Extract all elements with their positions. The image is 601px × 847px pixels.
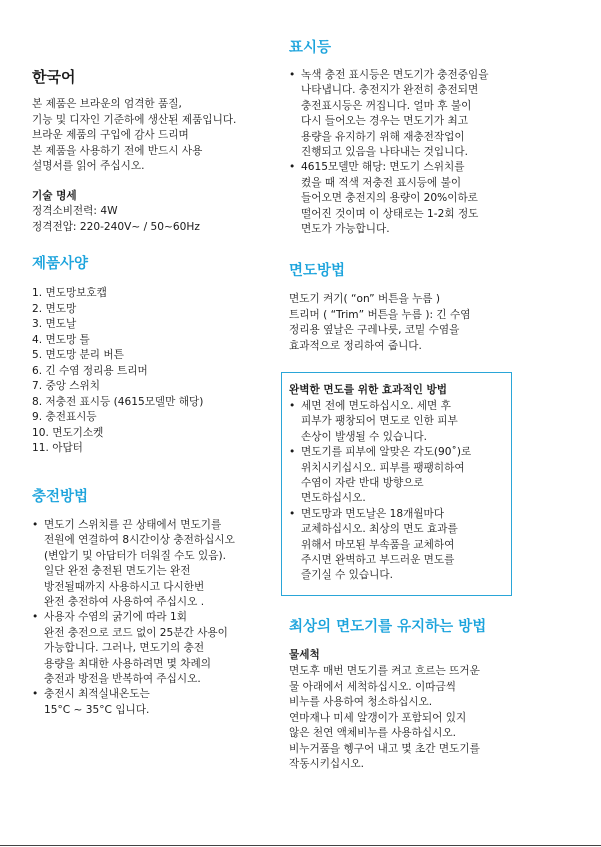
list-item: • 세면 전에 면도하십시오. 세면 후 피부가 팽창되어 면도로 인한 피부 손상이 발생될 수 있습니다. [289, 399, 509, 445]
tips-title: 완벽한 면도를 위한 효과적인 방법 [289, 384, 448, 396]
list-item: 11. 아답터 [32, 442, 83, 454]
shaving-text: 면도기 켜기( “on” 버튼을 누름 ) 트리머 ( “Trim” 버튼을 누름 ): 긴 수염 정리용 옆날은 구레나룻, 코밑 수염을 효과적으로 정리하여 줍니다. [289, 293, 471, 352]
indicator-heading: 표시등 [289, 40, 332, 56]
list-item: 9. 충전표시등 [32, 411, 97, 423]
charging-heading: 충전방법 [32, 489, 89, 505]
tech-spec-voltage: 정격전압: 220-240V~ / 50~60Hz [32, 221, 200, 233]
list-item: 8. 저충전 표시등 (4615모델만 해당) [32, 395, 204, 408]
list-item: • 면도기 스위치를 끈 상태에서 면도기를 전원에 연결하여 8시간이상 충전하십시오 (변압기 및 아답터가 더워질 수도 있음). 일단 완전 충전된 면도기는 완전 방전될때까지 사용하시고 다시한번 완전 충전하여 사용하여 주십시오 . [32, 518, 294, 610]
list-item: 1. 면도망보호캡 [32, 287, 107, 299]
tech-spec-title: 기술 명세 [32, 190, 77, 202]
tech-spec-power: 정격소비전력: 4W [32, 205, 118, 217]
list-item: 2. 면도망 [32, 302, 77, 315]
list-item: 7. 중앙 스위치 [32, 380, 101, 392]
list-item: • 4615모델만 해당: 면도기 스위치를 켰을 때 적색 저충전 표시등에 불이 들어오면 충전지의 용량이 20%이하로 떨어진 것이며 이 상태로는 1-2회 정도 면도가 가능합니다. [289, 160, 564, 237]
intro-text: 본 제품은 브라운의 엄격한 품질, 기능 및 디자인 기준하에 생산된 제품입니다. 브라운 제품의 구입에 감사 드리며 본 제품을 사용하기 전에 반드시 사용 설명서를 읽어 주십시오. [32, 98, 237, 172]
tips-list [289, 399, 509, 584]
list-item: 3. 면도날 [32, 318, 77, 330]
list-item: • 충전시 최적실내온도는 15°C ~ 35°C 입니다. [32, 687, 294, 718]
list-item: • 면도기를 피부에 알맞은 각도(90˚)로 위치시키십시오. 피부를 팽팽히하여 수염이 자란 반대 방향으로 면도하십시오. [289, 445, 509, 507]
maintain-heading: 최상의 면도기를 유지하는 방법 [289, 619, 487, 635]
list-item: • 녹색 충전 표시등은 면도기가 충전중임을 나타냅니다. 충전지가 완전히 충전되면 충전표시등은 꺼집니다. 얼마 후 불이 다시 들어오는 경우는 면도기가 최고 용량을 유지하기 위해 재충전작업이 진행되고 있음을 나타내는 것입니다. [289, 68, 564, 160]
page-bottom-rule [0, 845, 601, 846]
maintain-text: 면도후 매번 면도기를 켜고 흐르는 뜨거운 물 아래에서 세척하십시오. 이따금씩 비누를 사용하여 청소하십시오. 연마재나 미세 알갱이가 포함되어 있지 않은 천연 액체비누를 사용하십시오. 비누거품을 헹구어 내고 몇 초간 면도기를 작동시키십시오. [289, 665, 480, 770]
maintain-subtitle: 물세척 [289, 649, 320, 661]
list-item: 4. 면도망 틀 [32, 333, 90, 346]
list-item: 5. 면도망 분리 버튼 [32, 349, 124, 361]
list-item: • 면도망과 면도날은 18개월마다 교체하십시오. 최상의 면도 효과를 위해서 마모된 부속품을 교체하여 주시면 완벽하고 부드러운 면도를 즐기실 수 있습니다. [289, 507, 509, 584]
specs-heading: 제품사양 [32, 256, 89, 272]
list-item: 10. 면도기소켓 [32, 426, 104, 439]
indicator-list [289, 68, 564, 237]
language-title: 한국어 [32, 68, 76, 86]
list-item: • 사용자 수염의 굵기에 따라 1회 완전 충전으로 코드 없이 25분간 사용이 가능합니다. 그러나, 면도기의 충전 용량을 최대한 사용하려면 몇 차례의 충전과 방전을 반복하여 주십시오. [32, 610, 294, 687]
shaving-heading: 면도방법 [289, 263, 346, 279]
list-item: 6. 긴 수염 정리용 트리머 [32, 364, 148, 377]
specs-list [32, 286, 203, 457]
charging-list [32, 518, 294, 718]
